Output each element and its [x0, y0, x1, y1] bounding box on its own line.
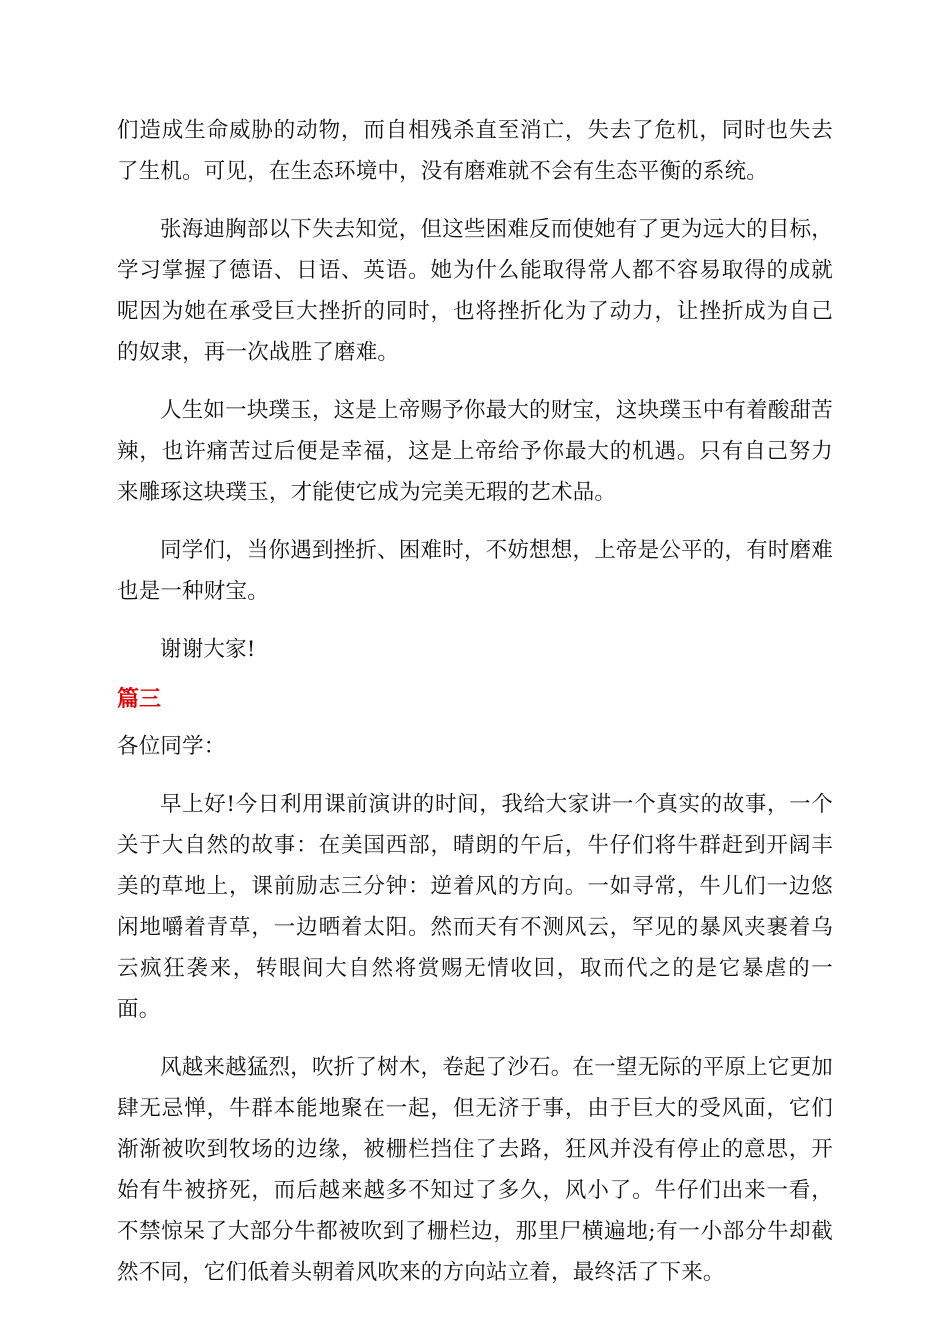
- document-page: [117, 110, 833, 1310]
- paragraph-continuation: 们造成生命威胁的动物，而自相残杀直至消亡，失去了危机，同时也失去了生机。可见，在生态环境中，没有磨难就不会有生态平衡的系统。: [117, 118, 833, 184]
- paragraph-jade: 人生如一块璞玉，这是上帝赐予你最大的财宝，这块璞玉中有着酸甜苦辣，也许痛苦过后便是幸福，这是上帝给予你最大的机遇。只有自己努力来雕琢这块璞玉，才能使它成为完美无瑕的艺术品。: [117, 398, 833, 505]
- paragraph-zhang-haidi: 张海迪胸部以下失去知觉，但这些困难反而使她有了更为远大的目标，学习掌握了德语、日语、英语。她为什么能取得常人都不容易取得的成就呢因为她在承受巨大挫折的同时，也将挫折化为了动力，让挫折成为自己的奴隶，再一次战胜了磨难。: [117, 217, 833, 365]
- paragraph-thanks: 谢谢大家!: [160, 637, 256, 662]
- salutation: 各位同学：: [117, 734, 226, 759]
- paragraph-story-intro: 早上好!今日利用课前演讲的时间，我给大家讲一个真实的故事，一个关于大自然的故事：在美国西部，晴朗的午后，牛仔们将牛群赶到开阔丰美的草地上，课前励志三分钟：逆着风的方向。一如寻常，牛儿们一边悠闲地嚼着青草，一边晒着太阳。然而天有不测风云，罕见的暴风夹裹着乌云疯狂袭来，转眼间大自然将赏赐无情收回，取而代之的是它暴虐的一面。: [117, 792, 833, 1022]
- paragraph-classmates: 同学们，当你遇到挫折、困难时，不妨想想，上帝是公平的，有时磨难也是一种财宝。: [117, 538, 833, 604]
- paragraph-story-storm: 风越来越猛烈，吹折了树木，卷起了沙石。在一望无际的平原上它更加肆无忌惮，牛群本能地聚在一起，但无济于事，由于巨大的受风面，它们渐渐被吹到牧场的边缘，被栅栏挡住了去路，狂风并没有停止的意思，开始有牛被挤死，而后越来越多不知过了多久，风小了。牛仔们出来一看，不禁惊呆了大部分牛都被吹到了栅栏边，那里尸横遍地;有一小部分牛却截然不同，它们低着头朝着风吹来的方向站立着，最终活了下来。: [117, 1055, 833, 1285]
- section-heading: 篇三: [117, 687, 162, 712]
